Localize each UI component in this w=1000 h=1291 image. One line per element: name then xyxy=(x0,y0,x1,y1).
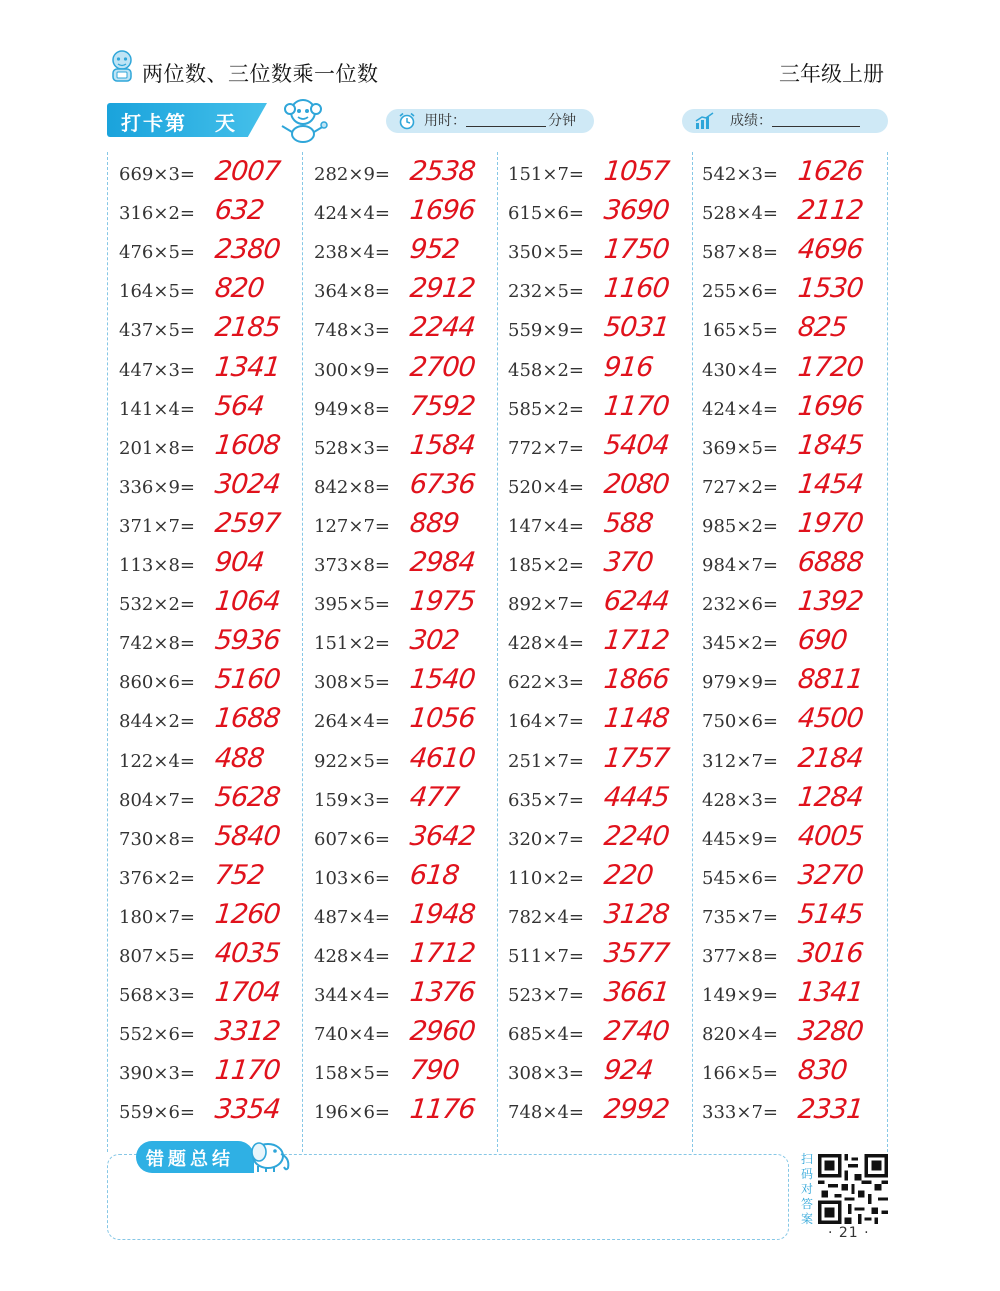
handwritten-answer[interactable]: 1170 xyxy=(213,1055,282,1087)
handwritten-answer[interactable]: 1584 xyxy=(408,429,477,461)
problem-expression: 730×8= xyxy=(119,828,195,850)
handwritten-answer[interactable]: 830 xyxy=(796,1055,849,1087)
problem-expression: 282×9= xyxy=(314,164,390,185)
handwritten-answer[interactable]: 1056 xyxy=(408,703,477,735)
handwritten-answer[interactable]: 1530 xyxy=(796,273,865,305)
problem-expression: 336×9= xyxy=(119,476,195,498)
handwritten-answer[interactable]: 3642 xyxy=(408,820,477,852)
handwritten-answer[interactable]: 1704 xyxy=(213,977,282,1009)
column-divider xyxy=(497,152,498,1152)
problem-expression: 113×8= xyxy=(119,555,195,576)
handwritten-answer[interactable]: 477 xyxy=(408,781,461,813)
monkey-icon xyxy=(276,96,330,144)
problem-expression: 185×2= xyxy=(508,555,584,576)
problem-expression: 860×6= xyxy=(119,672,195,694)
problem-expression: 568×3= xyxy=(119,985,195,1007)
problem-expression: 585×2= xyxy=(508,398,584,420)
handwritten-answer[interactable]: 5145 xyxy=(796,898,865,930)
problem-expression: 308×5= xyxy=(314,672,390,694)
problem-expression: 685×4= xyxy=(508,1024,584,1046)
handwritten-answer[interactable]: 2007 xyxy=(213,156,282,187)
handwritten-answer[interactable]: 2080 xyxy=(602,468,671,500)
problem-expression: 979×9= xyxy=(702,672,778,694)
handwritten-answer[interactable]: 1712 xyxy=(408,938,477,969)
handwritten-answer[interactable]: 3270 xyxy=(796,859,865,891)
handwritten-answer[interactable]: 825 xyxy=(796,312,849,344)
handwritten-answer[interactable]: 1720 xyxy=(796,351,865,383)
handwritten-answer[interactable]: 2984 xyxy=(408,547,477,578)
problem-expression: 842×8= xyxy=(314,476,390,498)
problem-expression: 371×7= xyxy=(119,515,195,537)
problem-expression: 344×4= xyxy=(314,985,390,1007)
problem-expression: 545×6= xyxy=(702,867,778,889)
problem-expression: 232×6= xyxy=(702,594,778,616)
handwritten-answer[interactable]: 1392 xyxy=(796,586,865,618)
problem-expression: 735×7= xyxy=(702,906,778,928)
handwritten-answer[interactable]: 2185 xyxy=(213,312,282,344)
problem-expression: 772×7= xyxy=(508,437,584,459)
handwritten-answer[interactable]: 632 xyxy=(213,195,266,227)
handwritten-answer[interactable]: 564 xyxy=(213,390,266,422)
problem-expression: 750×6= xyxy=(702,711,778,733)
handwritten-answer[interactable]: 1341 xyxy=(796,977,865,1009)
handwritten-answer[interactable]: 1260 xyxy=(213,898,282,930)
problem-expression: 748×4= xyxy=(508,1102,584,1124)
handwritten-answer[interactable]: 5936 xyxy=(213,625,282,657)
handwritten-answer[interactable]: 1688 xyxy=(213,703,282,735)
handwritten-answer[interactable]: 4696 xyxy=(796,234,865,266)
problem-expression: 511×7= xyxy=(508,946,584,967)
problem-expression: 395×5= xyxy=(314,594,390,616)
problem-expression: 165×5= xyxy=(702,320,778,342)
problem-expression: 300×9= xyxy=(314,359,390,381)
handwritten-answer[interactable]: 1454 xyxy=(796,468,865,500)
handwritten-answer[interactable]: 3016 xyxy=(796,938,865,969)
problem-expression: 437×5= xyxy=(119,320,195,342)
problem-expression: 333×7= xyxy=(702,1102,778,1124)
handwritten-answer[interactable]: 2700 xyxy=(408,351,477,383)
handwritten-answer[interactable]: 1341 xyxy=(213,351,282,383)
problem-expression: 350×5= xyxy=(508,242,584,264)
problem-expression: 158×5= xyxy=(314,1063,390,1085)
handwritten-answer[interactable]: 6888 xyxy=(796,547,865,578)
handwritten-answer[interactable]: 2380 xyxy=(213,234,282,266)
problem-expression: 820×4= xyxy=(702,1024,778,1046)
problem-expression: 587×8= xyxy=(702,242,778,264)
problem-expression: 376×2= xyxy=(119,867,195,889)
problem-expression: 180×7= xyxy=(119,906,195,928)
handwritten-answer[interactable]: 2960 xyxy=(408,1016,477,1048)
handwritten-answer[interactable]: 1866 xyxy=(602,664,671,696)
problem-expression: 251×7= xyxy=(508,750,584,772)
score-label: 成绩： xyxy=(730,113,772,129)
mistake-summary-label: 错题总结 xyxy=(146,1149,234,1170)
problem-expression: 428×3= xyxy=(702,789,778,811)
handwritten-answer[interactable]: 6244 xyxy=(602,586,671,618)
problem-expression: 615×6= xyxy=(508,203,584,225)
handwritten-answer[interactable]: 588 xyxy=(602,507,655,539)
time-unit: 分钟 xyxy=(548,113,576,129)
problem-expression: 159×3= xyxy=(314,789,390,811)
handwritten-answer[interactable]: 1712 xyxy=(602,625,671,657)
problem-expression: 390×3= xyxy=(119,1063,195,1085)
handwritten-answer[interactable]: 488 xyxy=(213,742,266,774)
handwritten-answer[interactable]: 220 xyxy=(602,859,655,891)
handwritten-answer[interactable]: 2331 xyxy=(796,1094,865,1126)
elephant-icon xyxy=(246,1136,294,1174)
handwritten-answer[interactable]: 904 xyxy=(213,547,266,578)
problem-expression: 445×9= xyxy=(702,828,778,850)
handwritten-answer[interactable]: 1970 xyxy=(796,507,865,539)
problem-expression: 232×5= xyxy=(508,281,584,303)
problem-expression: 985×2= xyxy=(702,515,778,537)
problem-expression: 149×9= xyxy=(702,985,778,1007)
problem-expression: 949×8= xyxy=(314,398,390,420)
problem-expression: 151×7= xyxy=(508,164,584,185)
handwritten-answer[interactable]: 3690 xyxy=(602,195,671,227)
problem-expression: 430×4= xyxy=(702,359,778,381)
column-divider xyxy=(692,152,693,1152)
problem-expression: 110×2= xyxy=(508,867,584,889)
problem-expression: 635×7= xyxy=(508,789,584,811)
problem-expression: 238×4= xyxy=(314,242,390,264)
problem-expression: 669×3= xyxy=(119,164,195,185)
handwritten-answer[interactable]: 2240 xyxy=(602,820,671,852)
handwritten-answer[interactable]: 1750 xyxy=(602,234,671,266)
handwritten-answer[interactable]: 302 xyxy=(408,625,461,657)
handwritten-answer[interactable]: 1696 xyxy=(408,195,477,227)
handwritten-answer[interactable]: 4005 xyxy=(796,820,865,852)
problem-expression: 201×8= xyxy=(119,437,195,459)
problem-expression: 345×2= xyxy=(702,633,778,655)
time-field xyxy=(386,109,594,133)
problem-expression: 320×7= xyxy=(508,828,584,850)
handwritten-answer[interactable]: 1284 xyxy=(796,781,865,813)
problem-expression: 807×5= xyxy=(119,946,195,967)
handwritten-answer[interactable]: 8811 xyxy=(796,664,865,696)
problem-expression: 528×4= xyxy=(702,203,778,225)
problem-expression: 424×4= xyxy=(702,398,778,420)
problem-expression: 164×5= xyxy=(119,281,195,303)
problem-expression: 559×6= xyxy=(119,1102,195,1124)
problem-expression: 748×3= xyxy=(314,320,390,342)
chart-icon xyxy=(694,112,716,130)
handwritten-answer[interactable]: 1148 xyxy=(602,703,671,735)
handwritten-answer[interactable]: 4500 xyxy=(796,703,865,735)
handwritten-answer[interactable]: 1057 xyxy=(602,156,671,187)
mascot-icon xyxy=(106,48,138,84)
problem-expression: 264×4= xyxy=(314,711,390,733)
problem-expression: 122×4= xyxy=(119,750,195,772)
handwritten-answer[interactable]: 1948 xyxy=(408,898,477,930)
handwritten-answer[interactable]: 1176 xyxy=(408,1094,477,1126)
problem-expression: 316×2= xyxy=(119,203,195,225)
handwritten-answer[interactable]: 1696 xyxy=(796,390,865,422)
handwritten-answer[interactable]: 3577 xyxy=(602,938,671,969)
handwritten-answer[interactable]: 6736 xyxy=(408,468,477,500)
handwritten-answer[interactable]: 1626 xyxy=(796,156,865,187)
problem-expression: 151×2= xyxy=(314,633,390,655)
problem-expression: 308×3= xyxy=(508,1063,584,1085)
problem-expression: 369×5= xyxy=(702,437,778,459)
score-field xyxy=(682,109,888,133)
handwritten-answer[interactable]: 1845 xyxy=(796,429,865,461)
problem-expression: 523×7= xyxy=(508,985,584,1007)
handwritten-answer[interactable]: 3354 xyxy=(213,1094,282,1126)
handwritten-answer[interactable]: 1376 xyxy=(408,977,477,1009)
handwritten-answer[interactable]: 2244 xyxy=(408,312,477,344)
problem-expression: 528×3= xyxy=(314,437,390,459)
problem-expression: 804×7= xyxy=(119,789,195,811)
handwritten-answer[interactable]: 1170 xyxy=(602,390,671,422)
problem-expression: 373×8= xyxy=(314,555,390,576)
handwritten-answer[interactable]: 690 xyxy=(796,625,849,657)
column-divider xyxy=(107,152,108,1152)
handwritten-answer[interactable]: 752 xyxy=(213,859,266,891)
checkin-banner xyxy=(107,103,267,137)
problem-expression: 364×8= xyxy=(314,281,390,303)
checkin-label-left: 打卡第 xyxy=(121,111,187,135)
problem-expression: 103×6= xyxy=(314,867,390,889)
problem-expression: 984×7= xyxy=(702,555,778,576)
problem-expression: 447×3= xyxy=(119,359,195,381)
problem-expression: 622×3= xyxy=(508,672,584,694)
page-number: · 21 · xyxy=(828,1225,870,1241)
handwritten-answer[interactable]: 2112 xyxy=(796,195,865,227)
problem-expression: 520×4= xyxy=(508,476,584,498)
page-header xyxy=(0,0,1000,100)
handwritten-answer[interactable]: 924 xyxy=(602,1055,655,1087)
problem-expression: 147×4= xyxy=(508,515,584,537)
problem-expression: 922×5= xyxy=(314,750,390,772)
handwritten-answer[interactable]: 889 xyxy=(408,507,461,539)
handwritten-answer[interactable]: 790 xyxy=(408,1055,461,1087)
grade-label: 三年级上册 xyxy=(779,62,884,86)
scan-label: 扫 码 对 答 案 xyxy=(800,1152,813,1226)
handwritten-answer[interactable]: 7592 xyxy=(408,390,477,422)
handwritten-answer[interactable]: 5404 xyxy=(602,429,671,461)
column-divider xyxy=(302,152,303,1152)
problem-expression: 552×6= xyxy=(119,1024,195,1046)
handwritten-answer[interactable]: 3024 xyxy=(213,468,282,500)
page-title: 两位数、三位数乘一位数 xyxy=(142,62,379,86)
handwritten-answer[interactable]: 952 xyxy=(408,234,461,266)
handwritten-answer[interactable]: 2740 xyxy=(602,1016,671,1048)
handwritten-answer[interactable]: 2597 xyxy=(213,507,282,539)
handwritten-answer[interactable]: 4445 xyxy=(602,781,671,813)
qr-code[interactable] xyxy=(818,1154,888,1224)
problem-expression: 196×6= xyxy=(314,1102,390,1124)
problem-expression: 782×4= xyxy=(508,906,584,928)
problem-expression: 164×7= xyxy=(508,711,584,733)
problem-expression: 559×9= xyxy=(508,320,584,342)
handwritten-answer[interactable]: 916 xyxy=(602,351,655,383)
alarm-clock-icon xyxy=(398,112,416,130)
handwritten-answer[interactable]: 1064 xyxy=(213,586,282,618)
problem-expression: 892×7= xyxy=(508,594,584,616)
problem-grid xyxy=(107,152,889,1152)
problem-expression: 127×7= xyxy=(314,515,390,537)
handwritten-answer[interactable]: 820 xyxy=(213,273,266,305)
problem-expression: 542×3= xyxy=(702,164,778,185)
handwritten-answer[interactable]: 2912 xyxy=(408,273,477,305)
handwritten-answer[interactable]: 618 xyxy=(408,859,461,891)
handwritten-answer[interactable]: 2184 xyxy=(796,742,865,774)
problem-expression: 428×4= xyxy=(508,633,584,655)
handwritten-answer[interactable]: 3312 xyxy=(213,1016,282,1048)
problem-expression: 727×2= xyxy=(702,476,778,498)
problem-expression: 255×6= xyxy=(702,281,778,303)
problem-expression: 844×2= xyxy=(119,711,195,733)
time-label: 用时： xyxy=(424,113,466,129)
handwritten-answer[interactable]: 5160 xyxy=(213,664,282,696)
handwritten-answer[interactable]: 5840 xyxy=(213,820,282,852)
handwritten-answer[interactable]: 5628 xyxy=(213,781,282,813)
problem-expression: 532×2= xyxy=(119,594,195,616)
score-input-line[interactable] xyxy=(772,126,860,127)
handwritten-answer[interactable]: 3661 xyxy=(602,977,671,1009)
time-input-line[interactable] xyxy=(466,126,546,127)
mistake-summary-tab xyxy=(136,1141,254,1173)
handwritten-answer[interactable]: 3280 xyxy=(796,1016,865,1048)
problem-expression: 377×8= xyxy=(702,946,778,967)
handwritten-answer[interactable]: 2992 xyxy=(602,1094,671,1126)
problem-expression: 312×7= xyxy=(702,750,778,772)
problem-expression: 487×4= xyxy=(314,906,390,928)
problem-expression: 740×4= xyxy=(314,1024,390,1046)
handwritten-answer[interactable]: 4610 xyxy=(408,742,477,774)
handwritten-answer[interactable]: 4035 xyxy=(213,938,282,969)
handwritten-answer[interactable]: 5031 xyxy=(602,312,671,344)
column-divider xyxy=(887,152,888,1152)
problem-expression: 166×5= xyxy=(702,1063,778,1085)
handwritten-answer[interactable]: 370 xyxy=(602,547,655,578)
problem-expression: 742×8= xyxy=(119,633,195,655)
handwritten-answer[interactable]: 1160 xyxy=(602,273,671,305)
problem-expression: 141×4= xyxy=(119,398,195,420)
problem-expression: 424×4= xyxy=(314,203,390,225)
handwritten-answer[interactable]: 2538 xyxy=(408,156,477,187)
handwritten-answer[interactable]: 1540 xyxy=(408,664,477,696)
handwritten-answer[interactable]: 1975 xyxy=(408,586,477,618)
handwritten-answer[interactable]: 1608 xyxy=(213,429,282,461)
problem-expression: 476×5= xyxy=(119,242,195,264)
checkin-label-right: 天 xyxy=(215,111,237,135)
handwritten-answer[interactable]: 1757 xyxy=(602,742,671,774)
handwritten-answer[interactable]: 3128 xyxy=(602,898,671,930)
problem-expression: 607×6= xyxy=(314,828,390,850)
problem-expression: 428×4= xyxy=(314,946,390,967)
problem-expression: 458×2= xyxy=(508,359,584,381)
